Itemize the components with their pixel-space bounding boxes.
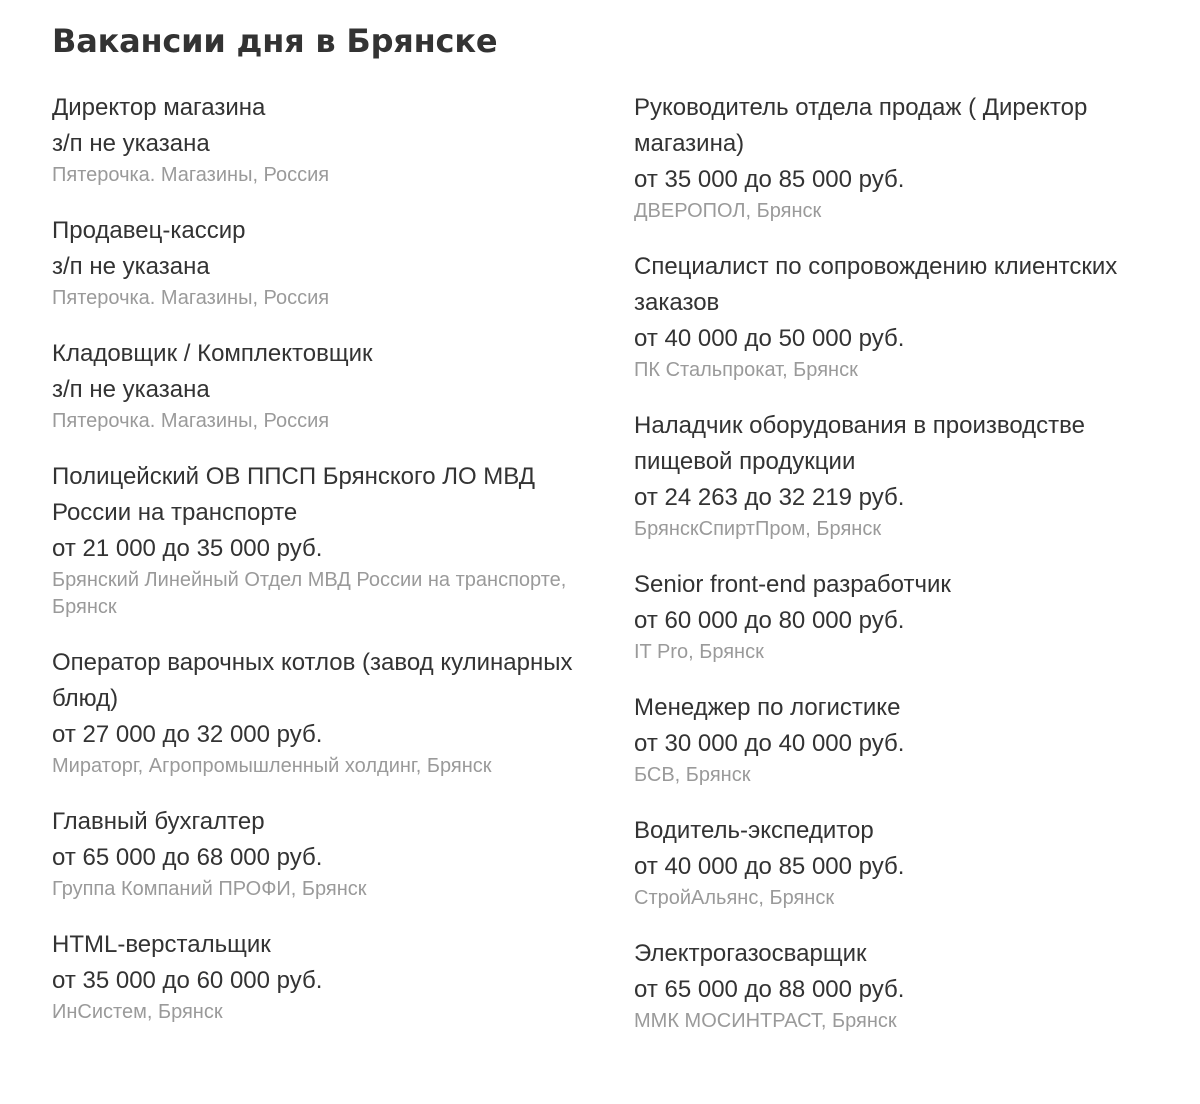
vacancy-company: ПК Стальпрокат, Брянск (634, 359, 858, 381)
vacancy-company: Группа Компаний ПРОФИ, Брянск (52, 878, 367, 900)
vacancy-title-link[interactable]: Наладчик оборудования в производстве пищевой продукции (634, 412, 1085, 475)
vacancy-title-link[interactable]: Специалист по сопровождению клиентских заказов (634, 253, 1118, 316)
vacancy-salary: от 65 000 до 88 000 руб. (634, 976, 905, 1003)
vacancy-item (52, 927, 592, 1026)
vacancy-item (634, 567, 1164, 666)
vacancy-company: Пятерочка. Магазины, Россия (52, 164, 330, 186)
vacancy-item (52, 804, 592, 903)
vacancy-salary: от 27 000 до 32 000 руб. (52, 721, 323, 748)
vacancy-title-link[interactable]: Кладовщик / Комплектовщик (52, 340, 373, 367)
vacancy-salary: от 30 000 до 40 000 руб. (634, 730, 905, 757)
vacancy-item (52, 213, 592, 312)
page-title: Вакансии дня в Брянске (52, 22, 498, 60)
vacancy-item (52, 336, 592, 435)
vacancy-item (634, 90, 1164, 225)
vacancy-title-link[interactable]: Оператор варочных котлов (завод кулинарных блюд) (52, 649, 573, 712)
vacancy-salary: з/п не указана (52, 253, 210, 280)
vacancy-title-link[interactable]: Руководитель отдела продаж ( Директор магазина) (634, 94, 1088, 157)
vacancy-title-link[interactable]: Продавец-кассир (52, 217, 246, 244)
vacancy-salary: з/п не указана (52, 376, 210, 403)
vacancy-list-left (52, 90, 592, 1050)
vacancy-title-link[interactable]: Полицейский ОВ ППСП Брянского ЛО МВД России на транспорте (52, 463, 536, 526)
vacancy-salary: от 65 000 до 68 000 руб. (52, 844, 323, 871)
vacancy-company: БСВ, Брянск (634, 764, 751, 786)
vacancy-salary: от 40 000 до 50 000 руб. (634, 325, 905, 352)
vacancy-title-link[interactable]: Водитель-экспедитор (634, 817, 874, 844)
vacancy-item (634, 936, 1164, 1035)
vacancy-item (634, 249, 1164, 384)
vacancy-item (52, 459, 592, 621)
vacancy-item (52, 645, 592, 780)
vacancy-company: Брянский Линейный Отдел МВД России на транспорте, Брянск (52, 569, 567, 618)
vacancy-company: Пятерочка. Магазины, Россия (52, 287, 330, 309)
vacancy-salary: от 35 000 до 60 000 руб. (52, 967, 323, 994)
vacancy-company: Пятерочка. Магазины, Россия (52, 410, 330, 432)
vacancy-company: СтройАльянс, Брянск (634, 887, 835, 909)
vacancy-company: Мираторг, Агропромышленный холдинг, Брянск (52, 755, 492, 777)
vacancy-title-link[interactable]: Менеджер по логистике (634, 694, 901, 721)
vacancy-company: IT Pro, Брянск (634, 641, 764, 663)
vacancy-item (634, 813, 1164, 912)
vacancy-salary: от 21 000 до 35 000 руб. (52, 535, 323, 562)
vacancy-title-link[interactable]: Директор магазина (52, 94, 266, 121)
vacancy-salary: з/п не указана (52, 130, 210, 157)
vacancy-title-link[interactable]: HTML-верстальщик (52, 931, 271, 958)
vacancy-salary: от 40 000 до 85 000 руб. (634, 853, 905, 880)
vacancy-item (634, 408, 1164, 543)
vacancy-salary: от 60 000 до 80 000 руб. (634, 607, 905, 634)
vacancy-item (634, 690, 1164, 789)
vacancy-company: ИнСистем, Брянск (52, 1001, 223, 1023)
vacancy-title-link[interactable]: Главный бухгалтер (52, 808, 265, 835)
vacancy-company: ММК МОСИНТРАСТ, Брянск (634, 1010, 897, 1032)
vacancy-item (52, 90, 592, 189)
vacancy-title-link[interactable]: Senior front-end разработчик (634, 571, 951, 598)
vacancy-company: БрянскСпиртПром, Брянск (634, 518, 882, 540)
vacancy-salary: от 35 000 до 85 000 руб. (634, 166, 905, 193)
vacancy-salary: от 24 263 до 32 219 руб. (634, 484, 905, 511)
vacancy-company: ДВЕРОПОЛ, Брянск (634, 200, 822, 222)
vacancy-title-link[interactable]: Электрогазосварщик (634, 940, 867, 967)
vacancy-list-right (634, 90, 1164, 1059)
